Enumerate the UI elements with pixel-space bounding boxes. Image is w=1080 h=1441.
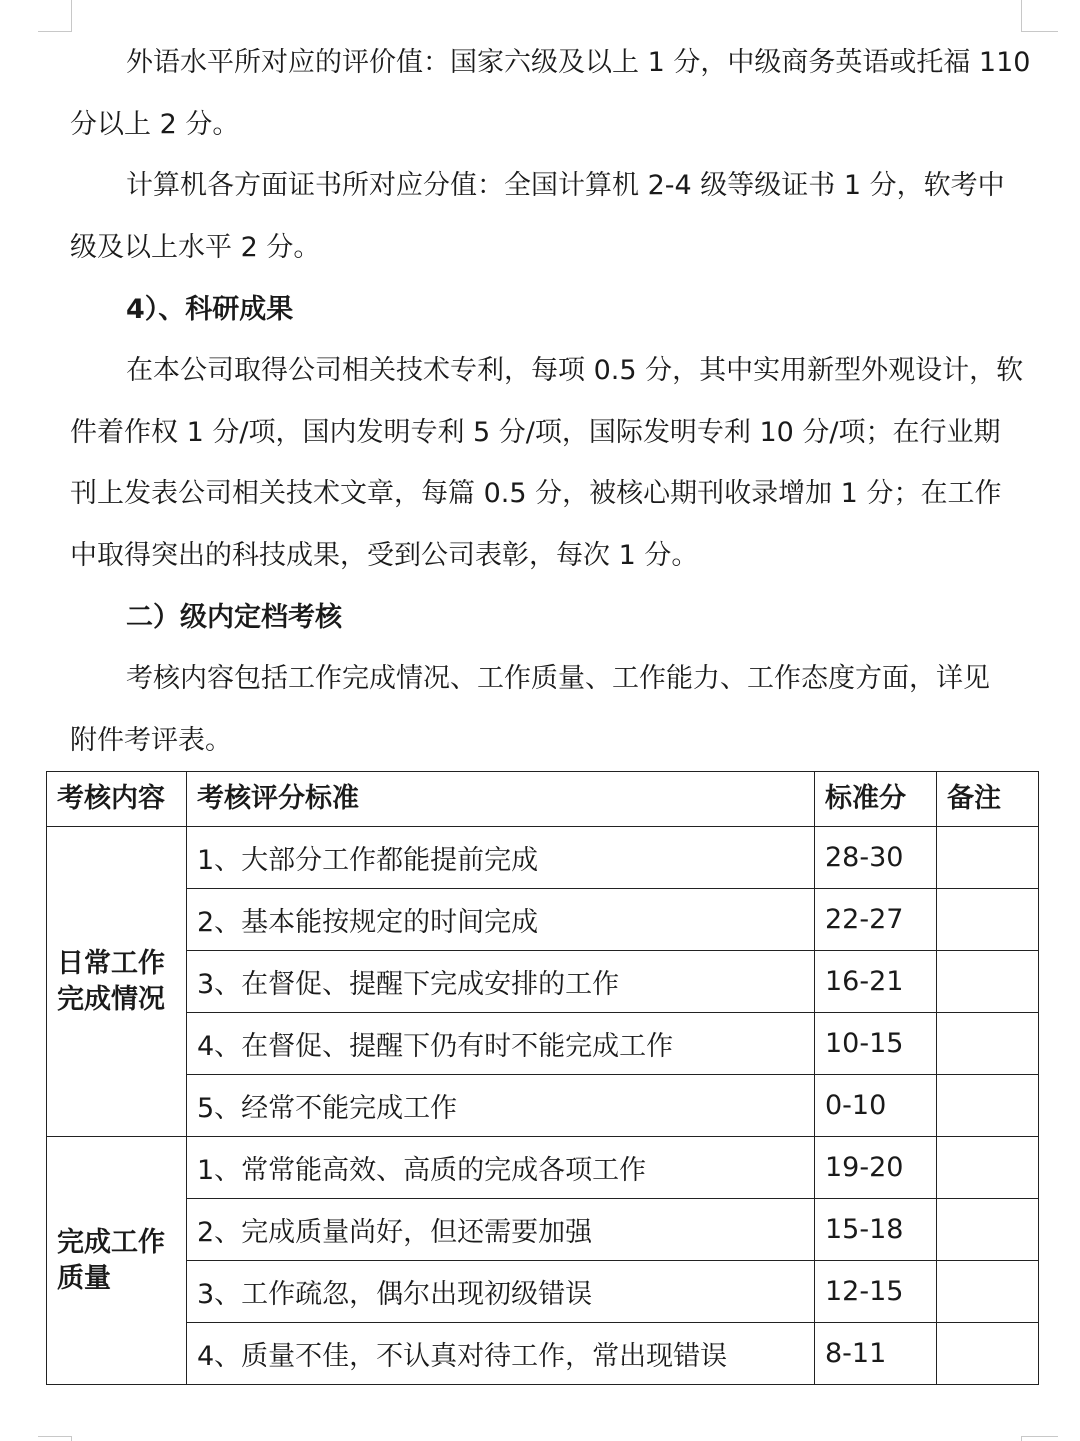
remark-cell bbox=[937, 827, 1039, 889]
score-cell: 0-10 bbox=[815, 1075, 937, 1137]
remark-cell bbox=[937, 1013, 1039, 1075]
heading-research-results: 4）、科研成果 bbox=[126, 294, 294, 325]
category-label-line1: 日常工作 bbox=[57, 948, 165, 980]
table-row bbox=[47, 1137, 1039, 1199]
evaluation-table bbox=[46, 771, 1039, 1385]
remark-cell bbox=[937, 1137, 1039, 1199]
table-row bbox=[47, 1323, 1039, 1385]
criteria-cell: 4、质量不佳，不认真对待工作，常出现错误 bbox=[187, 1323, 815, 1385]
remark-cell bbox=[937, 1323, 1039, 1385]
header-content: 考核内容 bbox=[47, 772, 187, 827]
heading-grade-assessment: 二）级内定档考核 bbox=[126, 602, 342, 633]
score-cell: 22-27 bbox=[815, 889, 937, 951]
paragraph-computer-line1: 计算机各方面证书所对应分值：全国计算机 2-4 级等级证书 1 分，软考中 bbox=[126, 170, 1005, 201]
paragraph-assessment-line2: 附件考评表。 bbox=[70, 725, 232, 756]
criteria-cell: 1、常常能高效、高质的完成各项工作 bbox=[187, 1137, 815, 1199]
table-row bbox=[47, 1075, 1039, 1137]
header-criteria: 考核评分标准 bbox=[187, 772, 815, 827]
score-cell: 16-21 bbox=[815, 951, 937, 1013]
criteria-cell: 1、大部分工作都能提前完成 bbox=[187, 827, 815, 889]
paragraph-research-line3: 刊上发表公司相关技术文章，每篇 0.5 分，被核心期刊收录增加 1 分；在工作 bbox=[70, 478, 1002, 509]
category-label-line2: 完成情况 bbox=[57, 983, 165, 1015]
page-corner-mark-bottom-left bbox=[38, 1436, 72, 1441]
category-label-line1: 完成工作 bbox=[57, 1227, 165, 1259]
paragraph-computer-line2: 级及以上水平 2 分。 bbox=[70, 232, 321, 263]
paragraph-research-line4: 中取得突出的科技成果，受到公司表彰，每次 1 分。 bbox=[70, 540, 699, 571]
criteria-cell: 3、在督促、提醒下完成安排的工作 bbox=[187, 951, 815, 1013]
criteria-cell: 2、完成质量尚好，但还需要加强 bbox=[187, 1199, 815, 1261]
header-remark: 备注 bbox=[937, 772, 1039, 827]
criteria-cell: 4、在督促、提醒下仍有时不能完成工作 bbox=[187, 1013, 815, 1075]
paragraph-research-line2: 件着作权 1 分/项，国内发明专利 5 分/项，国际发明专利 10 分/项；在行业期 bbox=[70, 417, 1001, 448]
criteria-cell: 3、工作疏忽，偶尔出现初级错误 bbox=[187, 1261, 815, 1323]
score-cell: 28-30 bbox=[815, 827, 937, 889]
header-score: 标准分 bbox=[815, 772, 937, 827]
score-cell: 10-15 bbox=[815, 1013, 937, 1075]
table-row bbox=[47, 1261, 1039, 1323]
remark-cell bbox=[937, 1261, 1039, 1323]
table-row bbox=[47, 951, 1039, 1013]
table-row bbox=[47, 1013, 1039, 1075]
score-cell: 19-20 bbox=[815, 1137, 937, 1199]
remark-cell bbox=[937, 951, 1039, 1013]
category-daily-completion bbox=[47, 827, 187, 1137]
remark-cell bbox=[937, 889, 1039, 951]
paragraph-research-line1: 在本公司取得公司相关技术专利，每项 0.5 分，其中实用新型外观设计，软 bbox=[126, 355, 1024, 386]
page-corner-mark-top-left bbox=[38, 0, 72, 32]
criteria-cell: 2、基本能按规定的时间完成 bbox=[187, 889, 815, 951]
remark-cell bbox=[937, 1199, 1039, 1261]
score-cell: 12-15 bbox=[815, 1261, 937, 1323]
category-label-line2: 质量 bbox=[57, 1262, 111, 1294]
score-cell: 15-18 bbox=[815, 1199, 937, 1261]
table-row bbox=[47, 1199, 1039, 1261]
score-cell: 8-11 bbox=[815, 1323, 937, 1385]
page-corner-mark-bottom-right bbox=[1021, 1436, 1058, 1441]
table-row bbox=[47, 889, 1039, 951]
category-work-quality bbox=[47, 1137, 187, 1385]
paragraph-assessment-line1: 考核内容包括工作完成情况、工作质量、工作能力、工作态度方面，详见 bbox=[126, 663, 990, 694]
remark-cell bbox=[937, 1075, 1039, 1137]
table-row bbox=[47, 827, 1039, 889]
paragraph-language-line1: 外语水平所对应的评价值：国家六级及以上 1 分，中级商务英语或托福 110 bbox=[126, 47, 1031, 78]
paragraph-language-line2: 分以上 2 分。 bbox=[70, 109, 240, 140]
criteria-cell: 5、经常不能完成工作 bbox=[187, 1075, 815, 1137]
table-header-row bbox=[47, 772, 1039, 827]
page-corner-mark-top-right bbox=[1021, 0, 1058, 32]
